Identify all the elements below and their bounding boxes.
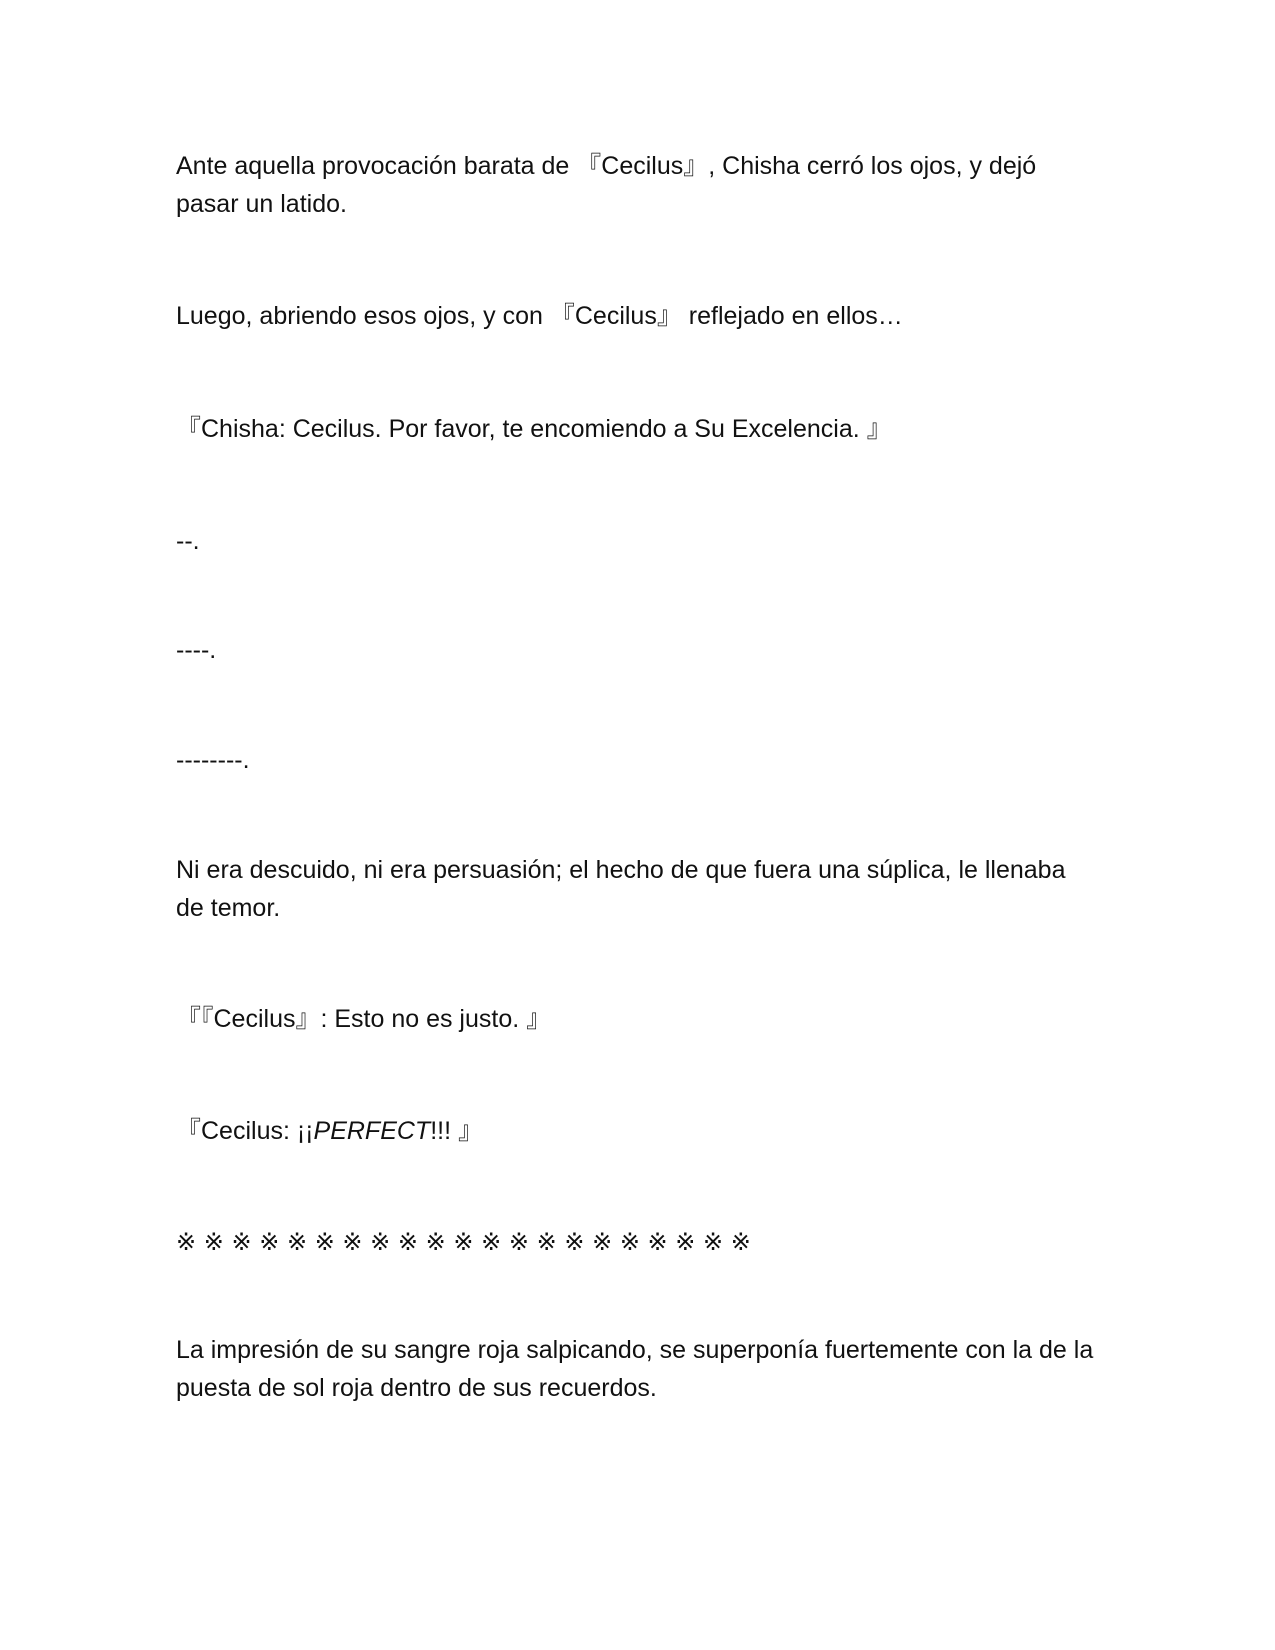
paragraph-sunset-memory: La impresión de su sangre roja salpicando, se superponía fuertemente con la de la puesta de sol roja dentro de sus recuerdos. xyxy=(176,1336,1101,1402)
paragraph-plea: Ni era descuido, ni era persuasión; el hecho de que fuera una súplica, le llenaba de temor. xyxy=(176,856,1073,922)
dialogue-chisha: 『Chisha: Cecilus. Por favor, te encomiendo a Su Excelencia. 』 xyxy=(176,415,892,443)
dialogue-cecilus-unfair: 『『Cecilus』: Esto no es justo. 』 xyxy=(176,1005,552,1033)
scene-separator: ※ ※ ※ ※ ※ ※ ※ ※ ※ ※ ※ ※ ※ ※ ※ ※ ※ ※ ※ ※ ※ xyxy=(176,1228,751,1256)
paragraph-provocation: Ante aquella provocación barata de 『Cecilus』, Chisha cerró los ojos, y dejó pasar un latido. xyxy=(176,152,1044,218)
paragraph-opening-eyes: Luego, abriendo esos ojos, y con 『Cecilus』 reflejado en ellos… xyxy=(176,302,903,330)
dialogue-cecilus-perfect xyxy=(176,1112,1096,1150)
dash-line-medium: ----. xyxy=(176,636,217,664)
dialogue-suffix: !!! 』 xyxy=(430,1117,483,1145)
dialogue-italic-word: PERFECT xyxy=(313,1117,431,1145)
dash-line-long: --------. xyxy=(176,746,250,774)
dialogue-prefix: 『Cecilus: ¡¡ xyxy=(176,1117,314,1145)
dash-line-short: --. xyxy=(176,527,200,555)
